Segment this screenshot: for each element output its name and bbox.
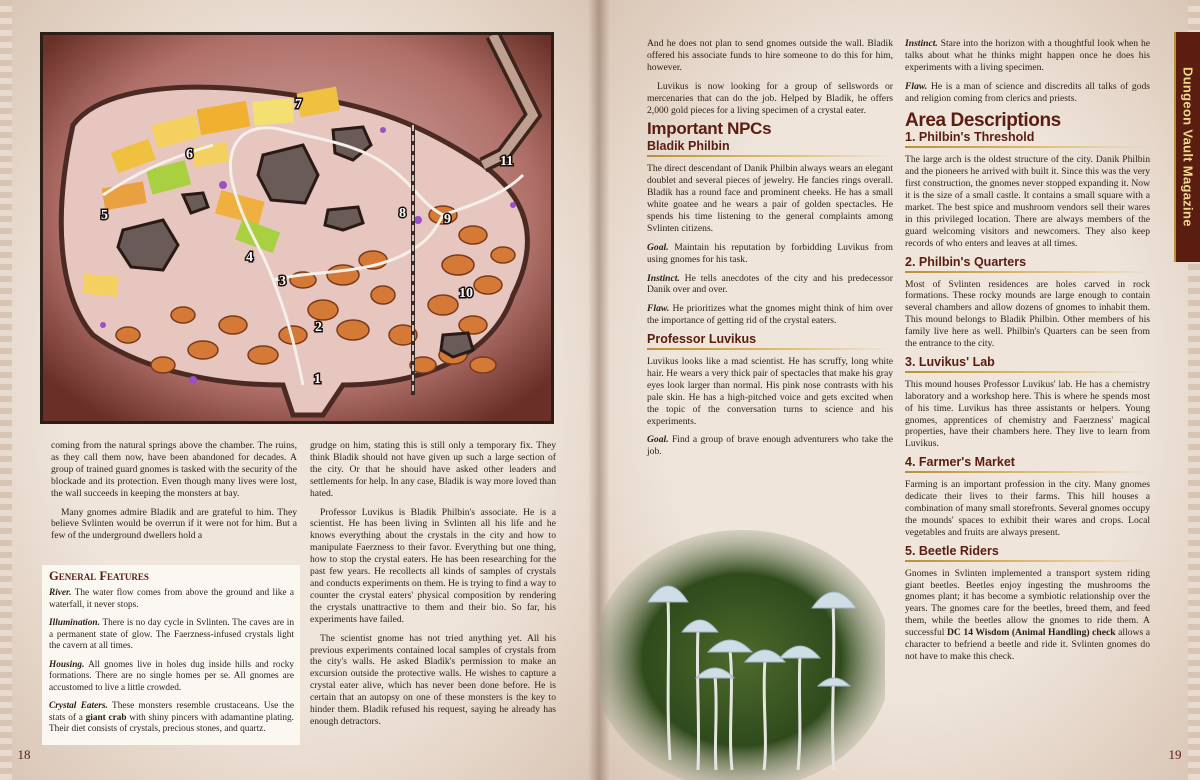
heading-rule — [647, 348, 893, 350]
trait-text: Stare into the horizon with a thoughtful look when he talks about what he thinks might happen once he does his experiments with a living specimen. — [905, 38, 1150, 73]
feature-bold: giant crab — [85, 712, 127, 723]
feature-crystal-eaters — [49, 701, 294, 736]
map-label-6: 6 — [186, 147, 193, 162]
paragraph: Professor Luvikus is Bladik Philbin's associate. He is a scientist. He has been living in Svlinten all his life and he knows everything about the crystals in the city and how to manipulate Faerzness to their favor. Everything but one thing, how to stop the crystal eaters. He has been researching for the past few years. He recollects all kinds of samples of crystals and conducts experiments on them. He is trying to find a way to counter the crystal eaters' physical composition by rendering the crystals unattractive to them and their bio. So far, his experiments have failed. — [310, 506, 556, 625]
map-label-1: 1 — [314, 372, 321, 387]
feature-river — [49, 588, 294, 611]
paragraph: Luvikus looks like a mad scientist. He has scruffy, long white hair. He wears a very thick pair of spectacles that make his gray eyes look larger than normal. His pink nose contrasts with his pale skin. He has a high-pitched voice and gets excited when the topic of the conversation turns to science and his experiments. — [647, 356, 893, 427]
general-features-title: General Features — [49, 569, 149, 583]
bladik-flaw — [647, 303, 893, 327]
area-title: 3. Luvikus' Lab — [905, 354, 995, 369]
paragraph: And he does not plan to send gnomes outside the wall. Bladik offered his associate funds to hire someone to do this for him, however. — [647, 38, 893, 73]
map-label-10: 10 — [459, 286, 473, 301]
bladik-instinct — [647, 273, 893, 297]
map-label-7: 7 — [295, 97, 302, 112]
map-label-9: 9 — [444, 212, 451, 227]
right-column-1 — [647, 38, 893, 465]
map-label-8: 8 — [399, 206, 406, 221]
trait-text: Find a group of brave enough adventurers who take the job. — [647, 434, 893, 458]
feature-term: River. — [49, 588, 72, 598]
luvikus-instinct — [905, 38, 1150, 74]
general-features-box — [42, 565, 300, 745]
feature-housing — [49, 660, 294, 695]
feature-text: The water flow comes from above the ground and like a waterfall, it never stops. — [49, 588, 294, 610]
luvikus-goal — [647, 434, 893, 458]
map-label-11: 11 — [500, 154, 514, 169]
paragraph: The direct descendant of Danik Philbin always wears an elegant doublet and several pieces of jewelry. He fancies rings overall. Bladik has a round face and prominent cheeks. He has a small white goatee and he wears a pair of golden spectacles. He spends his time listening to the general complaints among Svlinten citizens. — [647, 163, 893, 234]
heading-rule — [905, 471, 1150, 473]
area-title: 4. Farmer's Market — [905, 455, 1015, 470]
area-text-bold: DC 14 Wisdom (Animal Handling) check — [946, 627, 1116, 639]
area-title: 1. Philbin's Threshold — [905, 130, 1035, 145]
trait-text: Maintain his reputation by forbidding Luvikus from using gnomes for his task. — [647, 241, 893, 265]
city-map — [40, 32, 554, 424]
trait-term: Flaw. — [905, 80, 928, 92]
map-label-4: 4 — [246, 250, 253, 265]
paragraph: coming from the natural springs above the chamber. The ruins, as they call them now, have been abandoned for decades. A group of trained guard gnomes is tasked with the security of the blockade and its protection. Even though many lives were lost, the wall succeeds in keeping the monsters at bay. — [51, 440, 297, 499]
area-text — [905, 568, 1150, 663]
trait-term: Flaw. — [647, 303, 670, 315]
paragraph: Luvikus is now looking for a group of sellswords or mercenaries that can do the job. Helped by Bladik, he offers 2,000 gold pieces for a living specimen of a crystal eater. — [647, 80, 893, 116]
magazine-side-tab — [1174, 32, 1200, 262]
page-number-right: 19 — [1157, 744, 1193, 766]
map-label-5: 5 — [101, 208, 108, 223]
trait-text: He is a man of science and discredits all talks of gods and religion coming from clerics and priests. — [905, 80, 1150, 104]
npc-section-heading: Important NPCs — [647, 119, 772, 139]
feature-term: Illumination. — [49, 618, 100, 628]
heading-rule — [905, 560, 1150, 562]
trait-text: He tells anecdotes of the city and his predecessor Danik over and over. — [647, 272, 893, 296]
luvikus-flaw — [905, 81, 1150, 105]
right-column-2 — [905, 38, 1150, 670]
area-text: Most of Svlinten residences are holes carved in rock formations. These rocky mounds are large enough to contain several chambers and allow dozens of gnomes to inhabit them. This mound belongs to Bladik Philbin. Other members of his family live here as well. Philbin's Quarters can be seen from the entrance to the city. — [905, 278, 1150, 350]
area-text-part: allows a character to befriend a beetle and ride it. Svlinten gnomes do not have to make this check. — [905, 627, 1151, 662]
heading-rule — [905, 271, 1150, 273]
trait-term: Instinct. — [647, 272, 680, 284]
feature-illumination — [49, 618, 294, 653]
city-map-drawing — [43, 35, 554, 424]
trait-text: He prioritizes what the gnomes might think of him over the importance of getting rid of the crystal eaters. — [647, 303, 893, 327]
heading-rule — [905, 146, 1150, 148]
feature-term: Housing. — [49, 659, 85, 670]
feature-text: All gnomes live in holes dug inside hills and rocky formations. There are no single homes per se. All gnomes are accustomed to live a little crowded. — [49, 659, 294, 693]
npc-name-bladik: Bladik Philbin — [647, 139, 730, 154]
area-text: The large arch is the oldest structure of the city. Danik Philbin and the pioneers he arrived with built it. Since this was the very first construction, the gnomes never stopped expanding it. Now it is the size of a small castle. It contains a small square with a market. The best spice and mushroom vendors sell their wares in this privileged location. There are always members of the guard welcoming visitors and newcomers. They also keep records of who enters and leaves at all times. — [905, 154, 1150, 249]
area-text: This mound houses Professor Luvikus' lab. He has a chemistry laboratory and a workshop here. This is where he spends most of his time. Luvikus has three assistants or helpers. Young gnomes, apprentices of chemistry and Faerzness' magical properties, have their chambers here. They live to learn from Luvikus. — [905, 378, 1150, 450]
general-features-list — [49, 588, 294, 736]
trait-term: Goal. — [647, 241, 669, 253]
map-label-3: 3 — [279, 274, 286, 289]
area-descriptions-heading: Area Descriptions — [905, 109, 1061, 131]
paragraph: Many gnomes admire Bladik and are grateful to him. They believe Svlinten would be overrun if it were not for him. But a few of the underground dwellers hold a — [51, 506, 297, 542]
map-label-2: 2 — [315, 320, 322, 335]
feature-text: with shiny pincers with adamantine plating. Their diet consists of crystals, precious stones, and quartz. — [49, 712, 294, 734]
area-title: 5. Beetle Riders — [905, 543, 999, 558]
feature-text: These monsters resemble crustaceans. Use the stats of a — [49, 701, 294, 723]
left-column-1 — [51, 440, 297, 549]
heading-rule — [647, 155, 893, 157]
paragraph: The scientist gnome has not tried anything yet. All his previous experiments contained local samples of crystals from the city's walls. He asked Bladik's permission to make an excursion outside the protective walls. He wishes to capture a crystal eater alive, which has never been done before. He is certain that an autopsy on one of these monsters is the key to hinder them. Bladik refused his request, saying he already has enough detractors. — [310, 632, 556, 727]
feature-text: There is no day cycle in Svlinten. The caves are in a permanent state of glow. The Faerzness-infused crystals light the cavern at all times. — [49, 618, 294, 651]
feature-term: Crystal Eaters. — [49, 701, 108, 711]
mushroom-illustration — [600, 530, 885, 780]
trait-term: Goal. — [647, 434, 669, 446]
area-text: Farming is an important profession in the city. Many gnomes dedicate their lives to their farms. This hill houses a combination of many small storefronts. Several gnomes occupy the mounds' spaces to exhibit their wares and crops. Local vegetables and fruits are always present. — [905, 479, 1150, 538]
left-column-2 — [310, 440, 556, 735]
left-border-ornament — [0, 0, 12, 780]
paragraph: grudge on him, stating this is still only a temporary fix. They think Bladik should not have given up such a large section of the city. Or that he should have asked other leaders and settlements for help. In any case, Bladik is way more loved than hated. — [310, 440, 556, 499]
trait-term: Instinct. — [905, 38, 938, 49]
bladik-goal — [647, 242, 893, 266]
magazine-title: Dungeon Vault Magazine — [1180, 67, 1196, 227]
npc-name-luvikus: Professor Luvikus — [647, 332, 757, 347]
page-number-left: 18 — [6, 744, 42, 766]
area-text-part: Gnomes in Svlinten implemented a transport system riding giant beetles. Beetles enjoy ingesting the mushrooms the gnomes plant; it has become a symbiotic relationship over the years. The gnomes care for the beetles, breed them, and feed them, while the beetles allow the gnomes to ride them. A successful — [905, 567, 1150, 639]
mushroom-photo — [600, 530, 885, 780]
area-title: 2. Philbin's Quarters — [905, 254, 1027, 269]
heading-rule — [905, 371, 1150, 373]
